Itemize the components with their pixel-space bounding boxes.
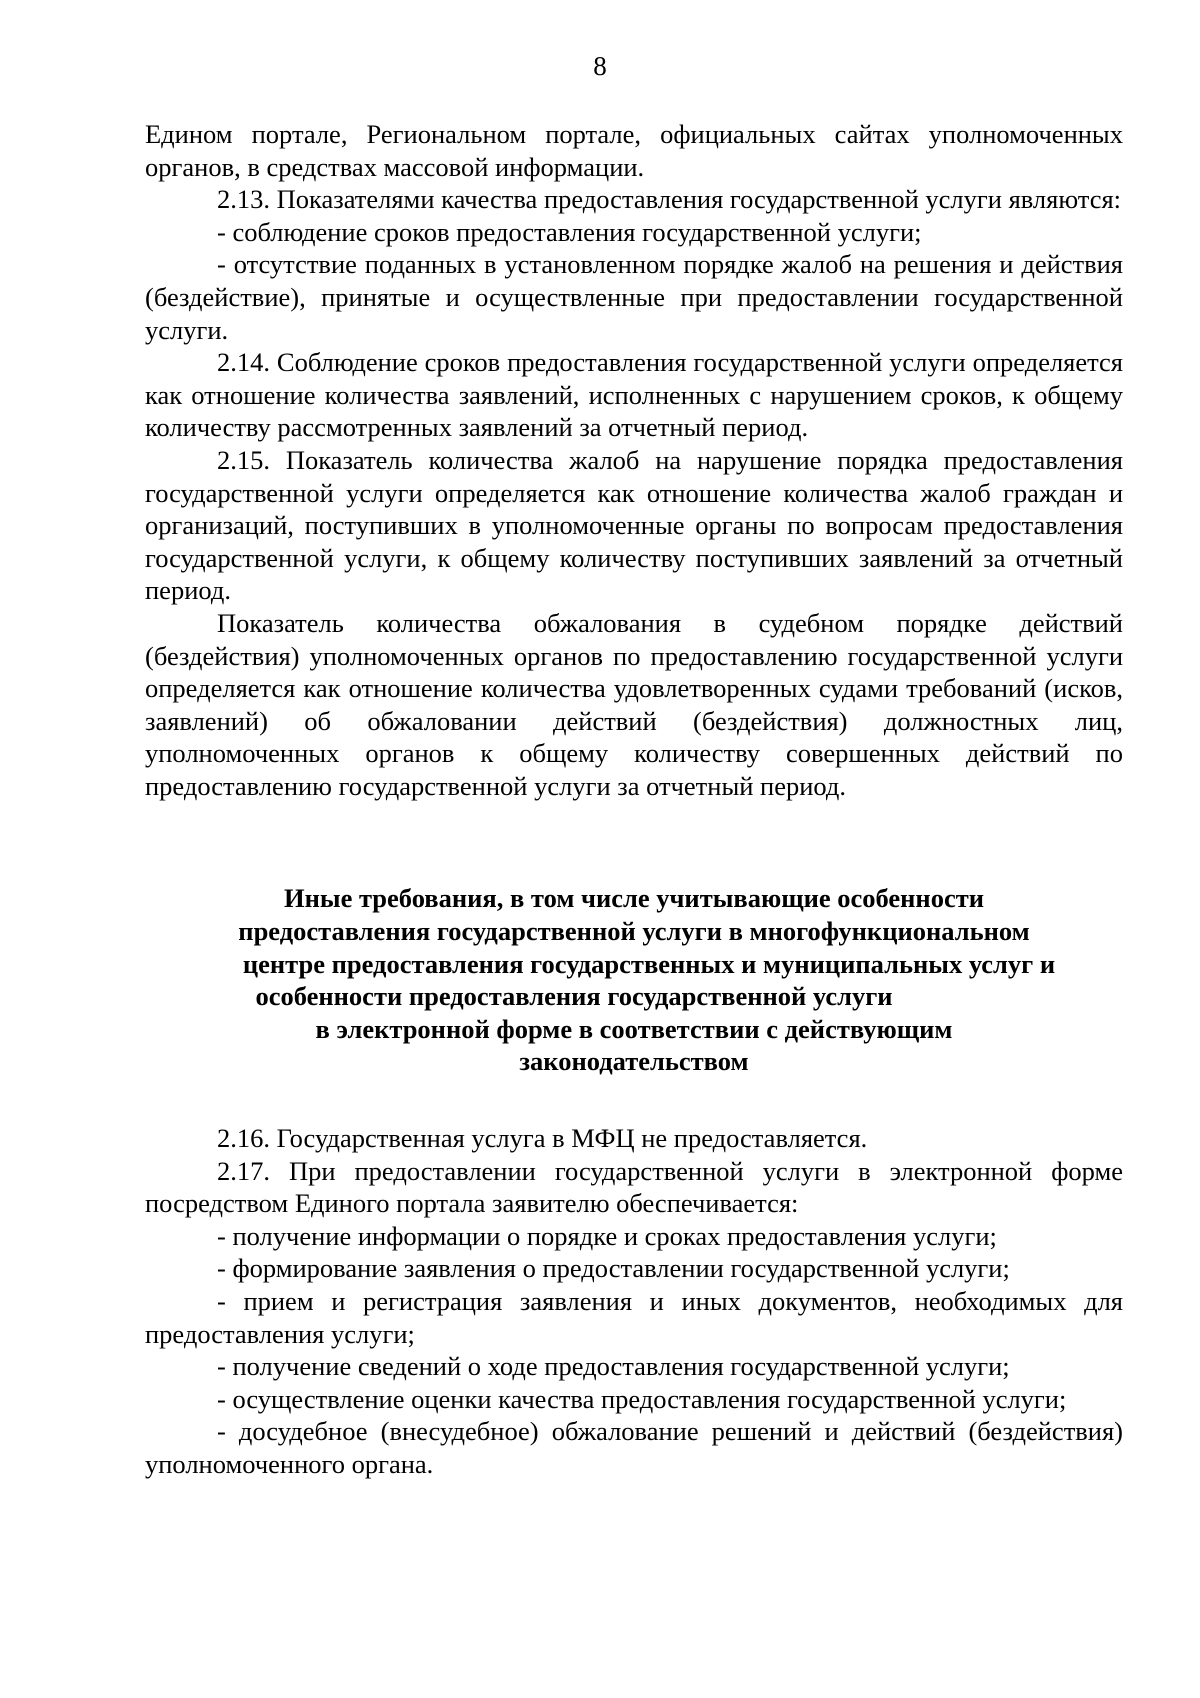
heading-line: предоставления государственной услуги в многофункциональном <box>238 916 1030 947</box>
list-item-quality-assessment: - осуществление оценки качества предоставления государственной услуги; <box>217 1383 1067 1414</box>
section-heading <box>145 882 1123 1078</box>
list-item-progress: - получение сведений о ходе предоставления государственной услуги; <box>217 1351 1010 1382</box>
heading-line: центре предоставления государственных и муниципальных услуг и <box>242 948 1056 979</box>
list-item-registration: - прием и регистрация заявления и иных документов, необходимых для предоставления услуги; <box>145 1286 1123 1349</box>
paragraph-2-16: 2.16. Государственная услуга в МФЦ не предоставляется. <box>217 1123 868 1154</box>
paragraph-2-13: 2.13. Показателями качества предоставления государственной услуги являются: <box>217 184 1122 215</box>
list-item-application-form: - формирование заявления о предоставлении государственной услуги; <box>217 1253 1010 1284</box>
list-item-info: - получение информации о порядке и сроках предоставления услуги; <box>217 1220 997 1251</box>
page-number: 8 <box>593 51 607 81</box>
heading-line: особенности предоставления государственной услуги <box>255 981 893 1012</box>
paragraph-2-14: 2.14. Соблюдение сроков предоставления государственной услуги определяется как отношение количества заявлений, исполненных с нарушением сроков, к общему количеству рассмотренных заявлений за отчетный период. <box>145 347 1123 443</box>
paragraph-continuation: Едином портале, Региональном портале, официальных сайтах уполномоченных органов, в средствах массовой информации. <box>145 119 1123 182</box>
heading-line: Иные требования, в том числе учитывающие особенности <box>284 883 984 914</box>
document-body <box>145 118 1123 1481</box>
heading-line: законодательством <box>519 1046 749 1077</box>
paragraph-2-15: 2.15. Показатель количества жалоб на нарушение порядка предоставления государственной услуги определяется как отношение количества жалоб граждан и организаций, поступивших в уполномоченные органы по вопросам предоставления государственной услуги, к общему количеству поступивших заявлений за отчетный период. <box>145 444 1123 606</box>
paragraph-2-17: 2.17. При предоставлении государственной услуги в электронной форме посредством Единого портала заявителю обеспечивается: <box>145 1155 1123 1219</box>
list-item-pretrial-appeal: - досудебное (внесудебное) обжалование решений и действий (бездействия) уполномоченного органа. <box>145 1416 1123 1479</box>
heading-line: в электронной форме в соответствии с действующим <box>315 1013 953 1044</box>
list-item-no-complaints: - отсутствие поданных в установленном порядке жалоб на решения и действия (бездействие), принятые и осуществленные при предоставлении государственной услуги. <box>145 249 1123 345</box>
list-item-deadlines: - соблюдение сроков предоставления государственной услуги; <box>217 216 922 247</box>
paragraph-court-appeals: Показатель количества обжалования в судебном порядке действий (бездействия) уполномоченных органов по предоставлению государственной услуги определяется как отношение количества удовлетворенных судами требований (исков, заявлений) об обжаловании действий (бездействия) должностных лиц, уполномоченных органов к общему количеству совершенных действий по предоставлению государственной услуги за отчетный период. <box>145 607 1123 801</box>
